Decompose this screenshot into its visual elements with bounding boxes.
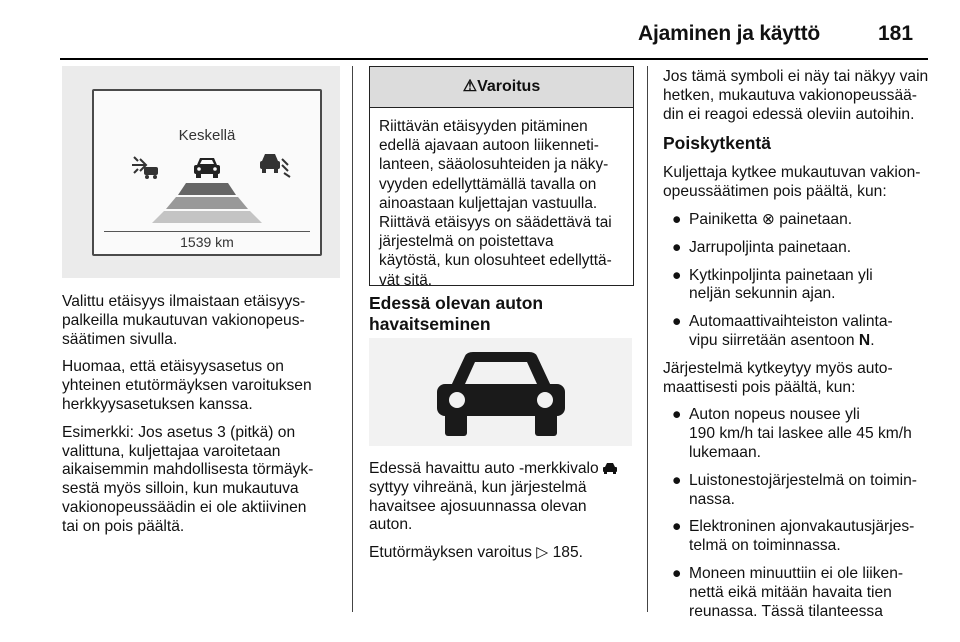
display-divider <box>104 231 310 232</box>
bullet-icon: ● <box>672 313 682 331</box>
list-item: ● Moneen minuuttiin ei ole liiken- nettä eikä mitään havaita tien reunassa. Tässä tilanteessa <box>672 564 904 620</box>
column-1-text <box>62 293 347 546</box>
paragraph: Jos tämä symboli ei näy tai näkyy vain hetken, mukautuva vakionopeussää- din ei reagoi edessä oleviin autoihin. <box>663 68 929 123</box>
list-item: ● Automaattivaihteiston valinta- vipu siirretään asentoon N. <box>672 313 893 349</box>
display-screen <box>92 89 322 256</box>
collision-alert-icon <box>258 151 292 181</box>
page-ref-arrow-icon: ▷ <box>536 544 549 562</box>
bullet-icon: ● <box>672 210 682 228</box>
paragraph: Valittu etäisyys ilmaistaan etäisyys- palkeilla mukautuvan vakionopeus- säätimen sivulla. <box>62 293 306 348</box>
warning-title: Varoitus <box>477 78 541 95</box>
indicator-text: Edessä havaittu auto -merkkivalo <box>369 460 599 477</box>
list-item: ● Elektroninen ajonvakautusjärjes- telmä on toiminnassa. <box>672 518 915 555</box>
page-number: 181 <box>878 22 914 45</box>
paragraph: Järjestelmä kytkeytyy myös auto- maattisesti pois päältä, kun: <box>663 359 893 396</box>
paragraph <box>369 460 639 535</box>
bullet-icon: ● <box>672 406 682 424</box>
section-heading: Edessä olevan auton havaitseminen <box>369 293 544 334</box>
display-figure <box>62 66 340 278</box>
list-item: ● Jarrupoljinta painetaan. <box>672 238 852 256</box>
column-2-heading-wrap <box>369 293 639 335</box>
column-2-text <box>369 460 639 572</box>
list-item: ● Kytkinpoljinta painetaan yli neljän sekunnin ajan. <box>672 266 873 303</box>
page-reference-link[interactable]: 185. <box>552 544 583 562</box>
paragraph <box>369 544 639 563</box>
distance-bars <box>134 183 280 223</box>
column-divider-1 <box>352 66 353 612</box>
warning-icon: ⚠ <box>462 78 478 95</box>
paragraph: Kuljettaja kytkee mukautuvan vakion- opeussäätimen pois päältä, kun: <box>663 164 921 201</box>
warning-header <box>370 67 633 108</box>
column-divider-2 <box>647 66 648 612</box>
follow-distance-icon <box>128 153 164 183</box>
vehicle-ahead-inline-icon <box>603 462 617 474</box>
bullet-icon: ● <box>672 266 682 284</box>
vehicle-ahead-figure <box>369 338 632 446</box>
warning-body: Riittävän etäisyyden pitäminen edellä ajavaan autoon liikenneti- lanteen, sääolosuhteiden ja näky- vyyden edellyttämällä tavalla on ainoastaan kuljettajan vastuulla. Riittävä etäisyys on säädettävä tai järjestelmä on poistettava käytöstä, kun olosuhteet edellyttä- vät sitä. <box>379 118 612 289</box>
list-item: ● Painiketta ⊗ painetaan. <box>672 210 853 228</box>
odometer: 1539 km <box>180 234 234 250</box>
paragraph: Huomaa, että etäisyysasetus on yhteinen etutörmäyksen varoituksen herkkyysasetuksen kanssa. <box>62 358 312 413</box>
vehicle-ahead-icon <box>193 155 221 179</box>
bullet-icon: ● <box>672 471 682 489</box>
bullet-icon: ● <box>672 238 682 256</box>
vehicle-ahead-large-icon <box>431 350 571 436</box>
column-3-text <box>663 68 931 630</box>
warning-box <box>369 66 634 289</box>
page-header <box>0 0 960 60</box>
bullet-icon: ● <box>672 518 682 536</box>
list-item: ● Auton nopeus nousee yli 190 km/h tai laskee alle 45 km/h lukemaan. <box>672 406 912 461</box>
mode-label: Keskellä <box>178 127 236 144</box>
bullet-icon: ● <box>672 564 682 582</box>
header-rule <box>60 58 928 60</box>
cruise-button-icon: ⊗ <box>761 210 775 228</box>
paragraph: Esimerkki: Jos asetus 3 (pitkä) on valittuna, kuljettajaa varoitetaan aikaisemmin mahdollisesta törmäyk- sestä myös silloin, kun mukautuva vakionopeussäädin ei ole aktiivinen tai on pois päältä. <box>62 423 314 535</box>
list-item: ● Luistonestojärjestelmä on toimin- nassa. <box>672 471 917 508</box>
section-heading: Poiskytkentä <box>663 133 771 154</box>
crossref-text: Etutörmäyksen varoitus <box>369 544 532 562</box>
indicator-text-cont: syttyy vihreänä, kun järjestelmä havaitsee ajosuunnassa olevan auton. <box>369 478 587 534</box>
section-title: Ajaminen ja käyttö <box>638 22 820 45</box>
